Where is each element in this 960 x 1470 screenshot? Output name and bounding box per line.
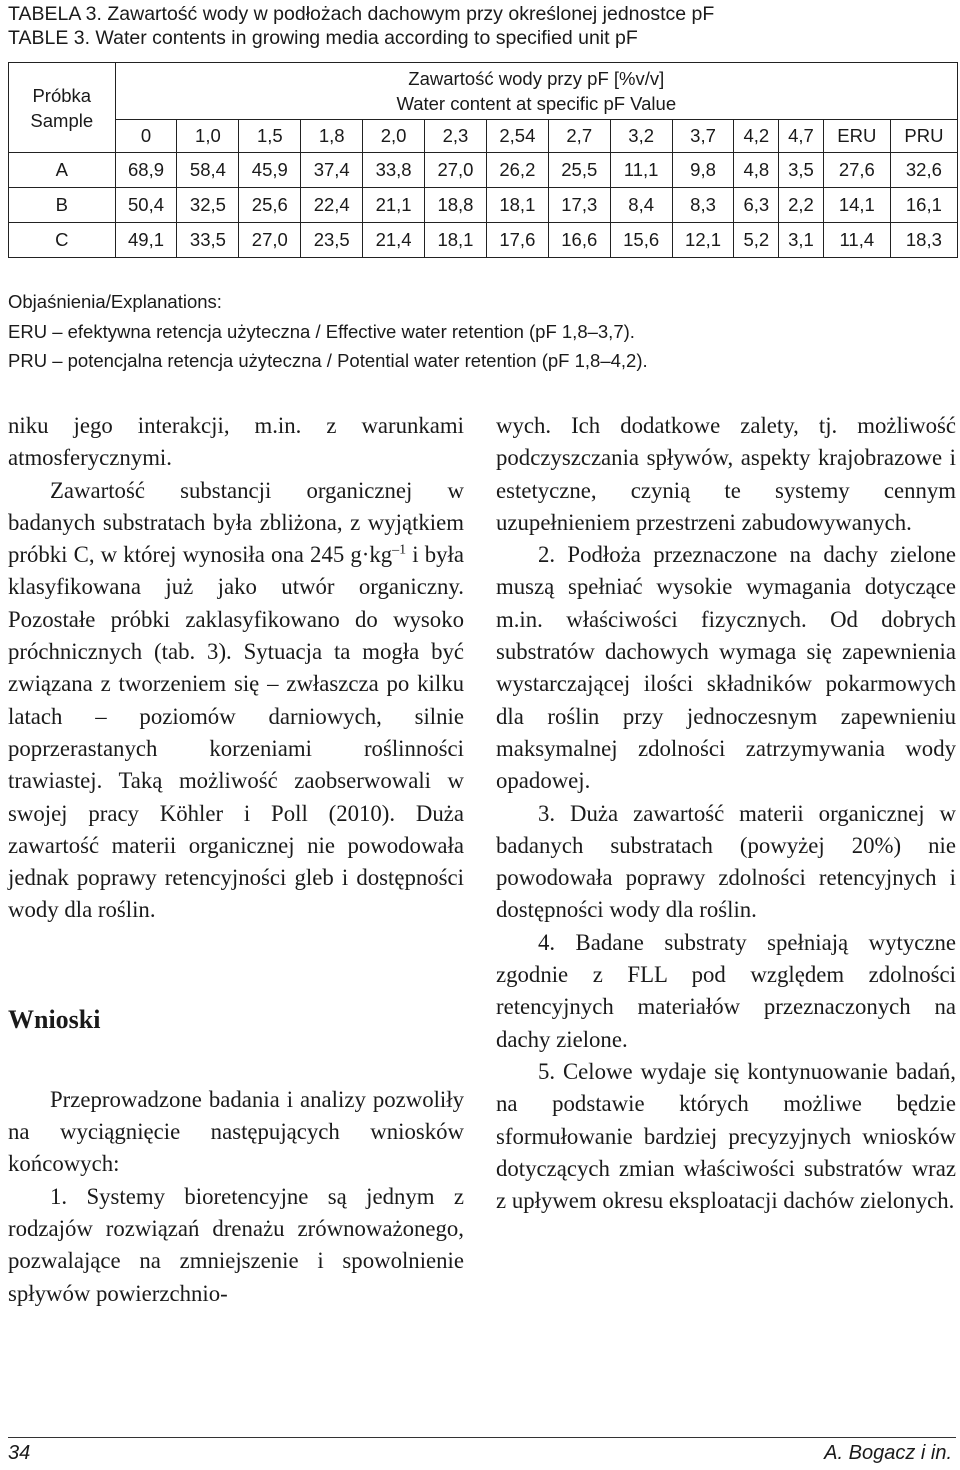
value-cell: 17,6 — [486, 223, 548, 258]
paragraph: wych. Ich dodatkowe zalety, tj. możliwość podczyszczania spływów, aspekty krajobrazowe i estetyczne, czynią te systemy cennym uzupełnieniem przestrzeni zabudowywanych. — [496, 413, 956, 535]
value-cell: 22,4 — [301, 188, 363, 223]
value-cell: 5,2 — [734, 223, 779, 258]
value-cell: 50,4 — [115, 188, 177, 223]
left-text-column — [8, 410, 464, 1310]
paragraph-text: Zawartość substancji organicznej w badanych substratach była zbliżona, z wyjątkiem próbki C, w której wynosiła ona 245 g·kg — [8, 477, 464, 568]
right-text-column — [496, 410, 956, 1217]
column-header: 4,7 — [779, 120, 824, 153]
table-row — [9, 153, 958, 188]
sample-cell: A — [9, 153, 116, 188]
table-body — [9, 153, 958, 258]
column-header: 3,7 — [672, 120, 734, 153]
value-cell: 8,3 — [672, 188, 734, 223]
value-cell: 3,1 — [779, 223, 824, 258]
value-cell: 11,4 — [823, 223, 890, 258]
note-pru: PRU – potencjalna retencja użyteczna / Potential water retention (pF 1,8–4,2). — [8, 350, 648, 371]
paragraph-text: i była klasyfikowana już jako utwór organiczny. Pozostałe próbki zaklasyfikowano do wysoko próchnicznych (tab. 3). Sytuacja ta mogła być związana z tworzeniem się – zwłaszcza po kilku latach – poziomów darniowych, silnie poprzerastanych korzeniami roślinności trawiastej. Taką możliwość zaobserwowali w swojej pracy Köhler i Poll (2010). Duża zawartość materii organicznej nie powodowała jednak poprawy retencyjności gleb i dostępności wody dla roślin. — [8, 542, 465, 923]
value-cell: 16,6 — [548, 223, 610, 258]
value-cell: 17,3 — [548, 188, 610, 223]
column-header: 1,8 — [301, 120, 363, 153]
section-heading: Wnioski — [8, 1004, 101, 1034]
paragraph — [8, 475, 464, 927]
column-header: 0 — [115, 120, 177, 153]
value-cell: 18,3 — [890, 223, 957, 258]
value-cell: 18,1 — [486, 188, 548, 223]
column-header-row — [9, 120, 958, 153]
value-cell: 25,6 — [239, 188, 301, 223]
paragraph: 3. Duża zawartość materii organicznej w badanych substratach (powyżej 20%) nie powodowała poprawy zdolności retencyjnych i dostępności wody dla roślin. — [496, 800, 956, 923]
group-header-pl: Zawartość wody przy pF [%v/v] — [408, 68, 665, 89]
value-cell: 27,0 — [239, 223, 301, 258]
sample-cell: B — [9, 188, 116, 223]
value-cell: 18,8 — [425, 188, 487, 223]
value-cell: 23,5 — [301, 223, 363, 258]
column-header: 2,3 — [425, 120, 487, 153]
table-notes — [8, 287, 648, 376]
column-header: 4,2 — [734, 120, 779, 153]
value-cell: 49,1 — [115, 223, 177, 258]
value-cell: 14,1 — [823, 188, 890, 223]
paragraph: Przeprowadzone badania i analizy pozwoliły na wyciągnięcie następujących wniosków końcowych: — [8, 1086, 464, 1177]
paragraph: 1. Systemy bioretencyjne są jednym z rodzajów rozwiązań drenażu zrównoważonego, pozwalające na zmniejszenie i spowolnienie spływów powierzchnio- — [8, 1183, 464, 1306]
sample-cell: C — [9, 223, 116, 258]
paragraph: 4. Badane substraty spełniają wytyczne zgodnie z FLL pod względem zdolności retencyjnych materiałów przeznaczonych na dachy zielone. — [496, 929, 956, 1052]
value-cell: 6,3 — [734, 188, 779, 223]
page-number: 34 — [8, 1442, 31, 1464]
value-cell: 33,8 — [363, 153, 425, 188]
value-cell: 4,8 — [734, 153, 779, 188]
value-cell: 12,1 — [672, 223, 734, 258]
column-header: 3,2 — [610, 120, 672, 153]
paragraph: niku jego interakcji, m.in. z warunkami atmosferycznymi. — [8, 413, 464, 471]
footer-rule — [8, 1437, 956, 1438]
table-row — [9, 188, 958, 223]
value-cell: 32,6 — [890, 153, 957, 188]
caption-polish: TABELA 3. Zawartość wody w podłożach dachowym przy określonej jednostce pF — [8, 3, 715, 25]
paragraph: 5. Celowe wydaje się kontynuowanie badań, na podstawie których możliwe będzie sformułowanie bardziej precyzyjnych wniosków dotyczących zmian właściwości substratów wraz z upływem okresu eksploatacji dachów zielonych. — [496, 1058, 956, 1214]
value-cell: 25,5 — [548, 153, 610, 188]
value-cell: 27,6 — [823, 153, 890, 188]
column-header: 2,0 — [363, 120, 425, 153]
column-header: 2,7 — [548, 120, 610, 153]
value-cell: 3,5 — [779, 153, 824, 188]
value-cell: 9,8 — [672, 153, 734, 188]
value-cell: 26,2 — [486, 153, 548, 188]
value-cell: 45,9 — [239, 153, 301, 188]
value-cell: 16,1 — [890, 188, 957, 223]
value-cell: 33,5 — [177, 223, 239, 258]
paragraph: 2. Podłoża przeznaczone na dachy zielone muszą spełniać wysokie wymagania dotyczące m.in. właściwości fizycznych. Od dobrych substratów dachowych wymaga się zapewnienia wystarczającej ilości składników pokarmowych dla roślin przy jednoczesnym zapewnieniu maksymalnej zdolności zatrzymywania wody opadowej. — [496, 542, 956, 794]
caption-english: TABLE 3. Water contents in growing media according to specified unit pF — [8, 27, 638, 49]
column-header: 1,0 — [177, 120, 239, 153]
value-cell: 37,4 — [301, 153, 363, 188]
sample-header-en: Sample — [30, 109, 94, 131]
sample-header-pl: Próbka — [32, 84, 92, 106]
sample-header — [9, 63, 116, 153]
value-cell: 18,1 — [425, 223, 487, 258]
group-header — [115, 63, 957, 120]
value-cell: 11,1 — [610, 153, 672, 188]
column-header: 1,5 — [239, 120, 301, 153]
value-cell: 15,6 — [610, 223, 672, 258]
note-eru: ERU – efektywna retencja użyteczna / Effective water retention (pF 1,8–3,7). — [8, 320, 635, 342]
column-header: PRU — [890, 120, 957, 153]
value-cell: 8,4 — [610, 188, 672, 223]
value-cell: 58,4 — [177, 153, 239, 188]
notes-title: Objaśnienia/Explanations: — [8, 291, 222, 312]
superscript: –1 — [392, 542, 407, 558]
running-author: A. Bogacz i in. — [824, 1442, 952, 1464]
column-header: ERU — [823, 120, 890, 153]
value-cell: 68,9 — [115, 153, 177, 188]
water-content-table — [8, 62, 958, 258]
value-cell: 2,2 — [779, 188, 824, 223]
value-cell: 21,4 — [363, 223, 425, 258]
column-header: 2,54 — [486, 120, 548, 153]
value-cell: 21,1 — [363, 188, 425, 223]
table-row — [9, 223, 958, 258]
value-cell: 32,5 — [177, 188, 239, 223]
group-header-en: Water content at specific pF Value — [396, 93, 677, 114]
value-cell: 27,0 — [425, 153, 487, 188]
table-caption — [8, 2, 714, 50]
